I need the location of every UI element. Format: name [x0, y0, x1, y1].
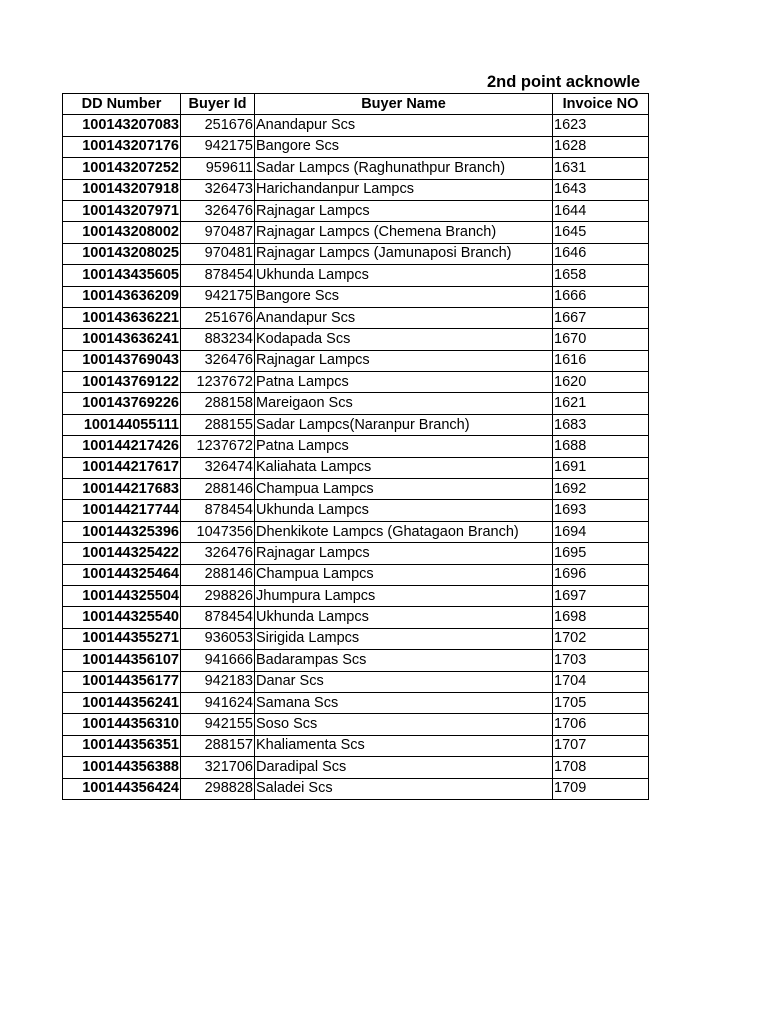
invoice-no-cell[interactable]: 1706	[553, 714, 649, 735]
buyer-name-cell[interactable]: Daradipal Scs	[255, 757, 553, 778]
dd-number-cell[interactable]: 100144325504	[63, 585, 181, 606]
table-row	[63, 286, 649, 307]
invoice-no-cell[interactable]: 1709	[553, 778, 649, 799]
table-row	[63, 735, 649, 756]
buyer-name-cell[interactable]: Dhenkikote Lampcs (Ghatagaon Branch)	[255, 521, 553, 542]
table-row	[63, 607, 649, 628]
buyer-name-cell[interactable]: Rajnagar Lampcs	[255, 543, 553, 564]
invoice-no-cell[interactable]: 1670	[553, 329, 649, 350]
table-row	[63, 650, 649, 671]
buyer-name-cell[interactable]: Jhumpura Lampcs	[255, 585, 553, 606]
invoice-no-cell[interactable]: 1628	[553, 136, 649, 157]
dd-number-cell[interactable]: 100143636209	[63, 286, 181, 307]
buyer-id-cell[interactable]: 936053	[181, 628, 255, 649]
table-row	[63, 136, 649, 157]
buyer-id-cell[interactable]: 942175	[181, 286, 255, 307]
invoice-no-cell[interactable]: 1707	[553, 735, 649, 756]
buyer-id-cell[interactable]: 326476	[181, 543, 255, 564]
table-row	[63, 200, 649, 221]
buyer-name-cell[interactable]: Sadar Lampcs(Naranpur Branch)	[255, 414, 553, 435]
dd-number-cell[interactable]: 100143208002	[63, 222, 181, 243]
buyer-name-cell[interactable]: Champua Lampcs	[255, 479, 553, 500]
buyer-id-cell[interactable]: 942155	[181, 714, 255, 735]
buyer-name-cell[interactable]: Anandapur Scs	[255, 115, 553, 136]
invoice-no-cell[interactable]: 1683	[553, 414, 649, 435]
dd-number-cell[interactable]: 100143207918	[63, 179, 181, 200]
buyer-id-cell[interactable]: 298828	[181, 778, 255, 799]
table-row	[63, 457, 649, 478]
invoice-no-cell[interactable]: 1658	[553, 265, 649, 286]
dd-number-cell[interactable]: 100144356241	[63, 692, 181, 713]
invoice-no-cell[interactable]: 1645	[553, 222, 649, 243]
buyer-id-cell[interactable]: 1047356	[181, 521, 255, 542]
buyer-id-cell[interactable]: 288158	[181, 393, 255, 414]
buyer-id-cell[interactable]: 288157	[181, 735, 255, 756]
buyer-id-cell[interactable]: 326474	[181, 457, 255, 478]
dd-number-cell[interactable]: 100143769226	[63, 393, 181, 414]
table-row	[63, 243, 649, 264]
table-row	[63, 179, 649, 200]
invoice-no-cell[interactable]: 1688	[553, 436, 649, 457]
column-header-dd-number[interactable]: DD Number	[63, 94, 181, 115]
table-row	[63, 521, 649, 542]
buyer-id-cell[interactable]: 288155	[181, 414, 255, 435]
table-row	[63, 692, 649, 713]
buyer-name-cell[interactable]: Mareigaon Scs	[255, 393, 553, 414]
buyer-name-cell[interactable]: Ukhunda Lampcs	[255, 265, 553, 286]
buyer-name-cell[interactable]: Champua Lampcs	[255, 564, 553, 585]
buyer-id-cell[interactable]: 959611	[181, 158, 255, 179]
table-row	[63, 222, 649, 243]
dd-number-cell[interactable]: 100143636221	[63, 307, 181, 328]
dd-number-cell[interactable]: 100143769122	[63, 372, 181, 393]
dd-number-cell[interactable]: 100144356388	[63, 757, 181, 778]
buyer-name-cell[interactable]: Rajnagar Lampcs	[255, 200, 553, 221]
column-header-invoice-no[interactable]: Invoice NO	[553, 94, 649, 115]
buyer-id-cell[interactable]: 941624	[181, 692, 255, 713]
buyer-id-cell[interactable]: 941666	[181, 650, 255, 671]
buyer-name-cell[interactable]: Danar Scs	[255, 671, 553, 692]
invoice-no-cell[interactable]: 1620	[553, 372, 649, 393]
buyer-name-cell[interactable]: Samana Scs	[255, 692, 553, 713]
dd-number-cell[interactable]: 100144325464	[63, 564, 181, 585]
invoice-no-cell[interactable]: 1646	[553, 243, 649, 264]
invoice-no-cell[interactable]: 1708	[553, 757, 649, 778]
acknowledgement-table	[62, 93, 649, 800]
dd-number-cell[interactable]: 100144356107	[63, 650, 181, 671]
table-row	[63, 158, 649, 179]
table-row	[63, 307, 649, 328]
buyer-name-cell[interactable]: Saladei Scs	[255, 778, 553, 799]
dd-number-cell[interactable]: 100143769043	[63, 350, 181, 371]
table-row	[63, 414, 649, 435]
invoice-no-cell[interactable]: 1666	[553, 286, 649, 307]
invoice-no-cell[interactable]: 1692	[553, 479, 649, 500]
buyer-name-cell[interactable]: Sadar Lampcs (Raghunathpur Branch)	[255, 158, 553, 179]
dd-number-cell[interactable]: 100143435605	[63, 265, 181, 286]
invoice-no-cell[interactable]: 1643	[553, 179, 649, 200]
buyer-name-cell[interactable]: Bangore Scs	[255, 136, 553, 157]
table-row	[63, 628, 649, 649]
buyer-name-cell[interactable]: Ukhunda Lampcs	[255, 607, 553, 628]
invoice-no-cell[interactable]: 1691	[553, 457, 649, 478]
table-row	[63, 372, 649, 393]
buyer-id-cell[interactable]: 942175	[181, 136, 255, 157]
buyer-id-cell[interactable]: 326473	[181, 179, 255, 200]
buyer-id-cell[interactable]: 321706	[181, 757, 255, 778]
table-row	[63, 564, 649, 585]
invoice-no-cell[interactable]: 1704	[553, 671, 649, 692]
dd-number-cell[interactable]: 100144325540	[63, 607, 181, 628]
buyer-name-cell[interactable]: Rajnagar Lampcs (Jamunaposi Branch)	[255, 243, 553, 264]
table-row	[63, 265, 649, 286]
buyer-name-cell[interactable]: Soso Scs	[255, 714, 553, 735]
buyer-id-cell[interactable]: 326476	[181, 200, 255, 221]
dd-number-cell[interactable]: 100144356424	[63, 778, 181, 799]
buyer-id-cell[interactable]: 878454	[181, 607, 255, 628]
invoice-no-cell[interactable]: 1702	[553, 628, 649, 649]
buyer-name-cell[interactable]: Harichandanpur Lampcs	[255, 179, 553, 200]
buyer-id-cell[interactable]: 970487	[181, 222, 255, 243]
invoice-no-cell[interactable]: 1616	[553, 350, 649, 371]
column-header-buyer-name[interactable]: Buyer Name	[255, 94, 553, 115]
dd-number-cell[interactable]: 100144356177	[63, 671, 181, 692]
invoice-no-cell[interactable]: 1696	[553, 564, 649, 585]
column-header-buyer-id[interactable]: Buyer Id	[181, 94, 255, 115]
invoice-no-cell[interactable]: 1621	[553, 393, 649, 414]
table-row	[63, 585, 649, 606]
table-row	[63, 671, 649, 692]
dd-number-cell[interactable]: 100144217744	[63, 500, 181, 521]
invoice-no-cell[interactable]: 1703	[553, 650, 649, 671]
dd-number-cell[interactable]: 100144325422	[63, 543, 181, 564]
invoice-no-cell[interactable]: 1623	[553, 115, 649, 136]
buyer-name-cell[interactable]: Patna Lampcs	[255, 372, 553, 393]
buyer-name-cell[interactable]: Badarampas Scs	[255, 650, 553, 671]
buyer-id-cell[interactable]: 883234	[181, 329, 255, 350]
table-row	[63, 436, 649, 457]
header-row	[63, 94, 649, 115]
invoice-no-cell[interactable]: 1644	[553, 200, 649, 221]
buyer-id-cell[interactable]: 288146	[181, 479, 255, 500]
buyer-id-cell[interactable]: 878454	[181, 500, 255, 521]
buyer-id-cell[interactable]: 326476	[181, 350, 255, 371]
table-row	[63, 329, 649, 350]
table-row	[63, 714, 649, 735]
table-row	[63, 350, 649, 371]
buyer-id-cell[interactable]: 878454	[181, 265, 255, 286]
dd-number-cell[interactable]: 100143207176	[63, 136, 181, 157]
dd-number-cell[interactable]: 100144355271	[63, 628, 181, 649]
buyer-name-cell[interactable]: Khaliamenta Scs	[255, 735, 553, 756]
invoice-no-cell[interactable]: 1693	[553, 500, 649, 521]
buyer-id-cell[interactable]: 1237672	[181, 436, 255, 457]
dd-number-cell[interactable]: 100143636241	[63, 329, 181, 350]
dd-number-cell[interactable]: 100144325396	[63, 521, 181, 542]
buyer-name-cell[interactable]: Bangore Scs	[255, 286, 553, 307]
dd-number-cell[interactable]: 100143208025	[63, 243, 181, 264]
buyer-name-cell[interactable]: Kaliahata Lampcs	[255, 457, 553, 478]
invoice-no-cell[interactable]: 1695	[553, 543, 649, 564]
table-row	[63, 479, 649, 500]
table-row	[63, 393, 649, 414]
dd-number-cell[interactable]: 100144055111	[63, 414, 181, 435]
invoice-no-cell[interactable]: 1631	[553, 158, 649, 179]
buyer-id-cell[interactable]: 1237672	[181, 372, 255, 393]
buyer-id-cell[interactable]: 251676	[181, 307, 255, 328]
buyer-id-cell[interactable]: 251676	[181, 115, 255, 136]
invoice-no-cell[interactable]: 1697	[553, 585, 649, 606]
table-row	[63, 115, 649, 136]
dd-number-cell[interactable]: 100143207083	[63, 115, 181, 136]
buyer-name-cell[interactable]: Ukhunda Lampcs	[255, 500, 553, 521]
buyer-id-cell[interactable]: 288146	[181, 564, 255, 585]
buyer-name-cell[interactable]: Patna Lampcs	[255, 436, 553, 457]
buyer-name-cell[interactable]: Rajnagar Lampcs	[255, 350, 553, 371]
sheet-title: 2nd point acknowle	[487, 73, 641, 91]
dd-number-cell[interactable]: 100144217426	[63, 436, 181, 457]
invoice-no-cell[interactable]: 1694	[553, 521, 649, 542]
invoice-no-cell[interactable]: 1698	[553, 607, 649, 628]
buyer-name-cell[interactable]: Sirigida Lampcs	[255, 628, 553, 649]
dd-number-cell[interactable]: 100144217683	[63, 479, 181, 500]
buyer-name-cell[interactable]: Anandapur Scs	[255, 307, 553, 328]
dd-number-cell[interactable]: 100144356310	[63, 714, 181, 735]
buyer-name-cell[interactable]: Kodapada Scs	[255, 329, 553, 350]
dd-number-cell[interactable]: 100143207971	[63, 200, 181, 221]
invoice-no-cell[interactable]: 1705	[553, 692, 649, 713]
buyer-id-cell[interactable]: 942183	[181, 671, 255, 692]
dd-number-cell[interactable]: 100144356351	[63, 735, 181, 756]
buyer-id-cell[interactable]: 970481	[181, 243, 255, 264]
invoice-no-cell[interactable]: 1667	[553, 307, 649, 328]
dd-number-cell[interactable]: 100143207252	[63, 158, 181, 179]
table-row	[63, 778, 649, 799]
table-row	[63, 543, 649, 564]
buyer-name-cell[interactable]: Rajnagar Lampcs (Chemena Branch)	[255, 222, 553, 243]
buyer-id-cell[interactable]: 298826	[181, 585, 255, 606]
table-row	[63, 500, 649, 521]
dd-number-cell[interactable]: 100144217617	[63, 457, 181, 478]
table-row	[63, 757, 649, 778]
